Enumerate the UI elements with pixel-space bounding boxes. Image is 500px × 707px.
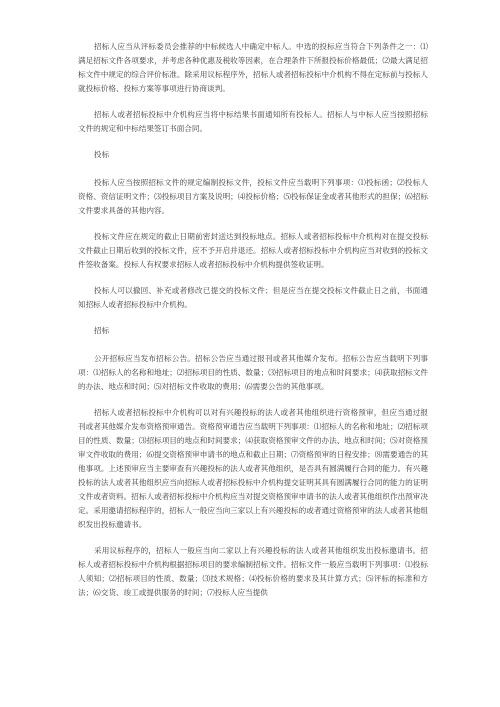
section-heading-bidding: 投标 [94, 150, 110, 159]
section-heading-tendering: 招标 [94, 326, 110, 335]
paragraph-tender-announcement: 公开招标应当发布招标公告。招标公告应当通过报刊或者其他媒介发布。招标公告应当载明下列事项：⑴招标人的名称和地址；⑵招标项目的性质、数量；⑶招标项目的地点和时间要求；⑷获取招标文件的办法、地点和时间；⑸对招标文件收取的费用；⑹需要公告的其他事项。 [78, 354, 428, 391]
paragraph-negotiated-tender: 采用议标程序的，招标人一般应当向二家以上有兴趣投标的法人或者其他组织发出投标邀请书。招标人或者招标投标中介机构根据招标项目的要求编制招标文件。招标文件一般应当载明下列事项：⑴投标人须知；⑵招标项目的性质、数量；⑶技术规格；⑷投标价格的要求及其计算方式；⑸评标的标准和方法；⑹交货、竣工或提供服务的时间；⑺投标人应当提供 [78, 546, 428, 597]
paragraph-prequalification: 招标人或者招标投标中介机构可以对有兴趣投标的法人或者其他组织进行资格预审，但应当通过报刊或者其他媒介发布资格预审通告。资格预审通告应当载明下列事项：⑴招标人的名称和地址；⑵招标项目的性质、数量；⑶招标项目的地点和时间要求；⑷获取资格预审文件的办法、地点和时间；⑸对资格预审文件收取的费用；⑹提交资格预审申请书的地点和截止日期；⑺资格预审的日程安排；⑻需要通告的其他事项。上述预审应当主要审查有兴趣投标的法人或者其他组织，是否具有圆满履行合同的能力。有兴趣投标的法人或者其他组织应当向招标人或者招标投标中介机构提交证明其具有圆满履行合同的能力的证明文件或者资料。招标人或者招标投标中介机构应当对提交资格预审申请书的法人或者其他组织作出预审决定。采用邀请招标程序的，招标人一般应当向三家以上有兴趣投标的或者通过资格预审的法人或者其他组织发出投标邀请书。 [78, 408, 428, 529]
paragraph-bid-document-content: 投标人应当按照招标文件的规定编制投标文件，投标文件应当载明下列事项：⑴投标函；⑵投标人资格、资信证明文件；⑶投标项目方案及说明；⑷投标价格；⑸投标保证金或者其他形式的担保；⑹招标文件要求具备的其他内容。 [78, 178, 428, 215]
paragraph-award-notice: 招标人或者招标投标中介机构应当将中标结果书面通知所有投标人。招标人与中标人应当按照招标文件的规定和中标结果签订书面合同。 [78, 110, 428, 133]
paragraph-bid-submission: 投标文件应在规定的截止日期前密封送达到投标地点。招标人或者招标投标中介机构对在提交投标文件截止日期后收到的投标文件，应不予开启并退还。招标人或者招标投标中介机构应当对收到的投标文件签收备案。投标人有权要求招标人或者招标投标中介机构提供签收证明。 [78, 232, 428, 269]
paragraph-award-conditions: 招标人应当从评标委员会推荐的中标候选人中确定中标人。中选的投标应当符合下列条件之一：⑴满足招标文件各项要求，并考虑各种优惠及税收等因素，在合理条件下所报投标价格最低；⑵最大满足招标文件中规定的综合评价标准。除采用议标程序外，招标人或者招标投标中介机构不得在定标前与投标人就投标价格、投标方案等事项进行协商谈判。 [78, 42, 428, 93]
paragraph-bid-withdrawal: 投标人可以撤回、补充或者修改已提交的投标文件；但是应当在提交投标文件截止日之前，书面通知招标人或者招标投标中介机构。 [78, 286, 428, 309]
